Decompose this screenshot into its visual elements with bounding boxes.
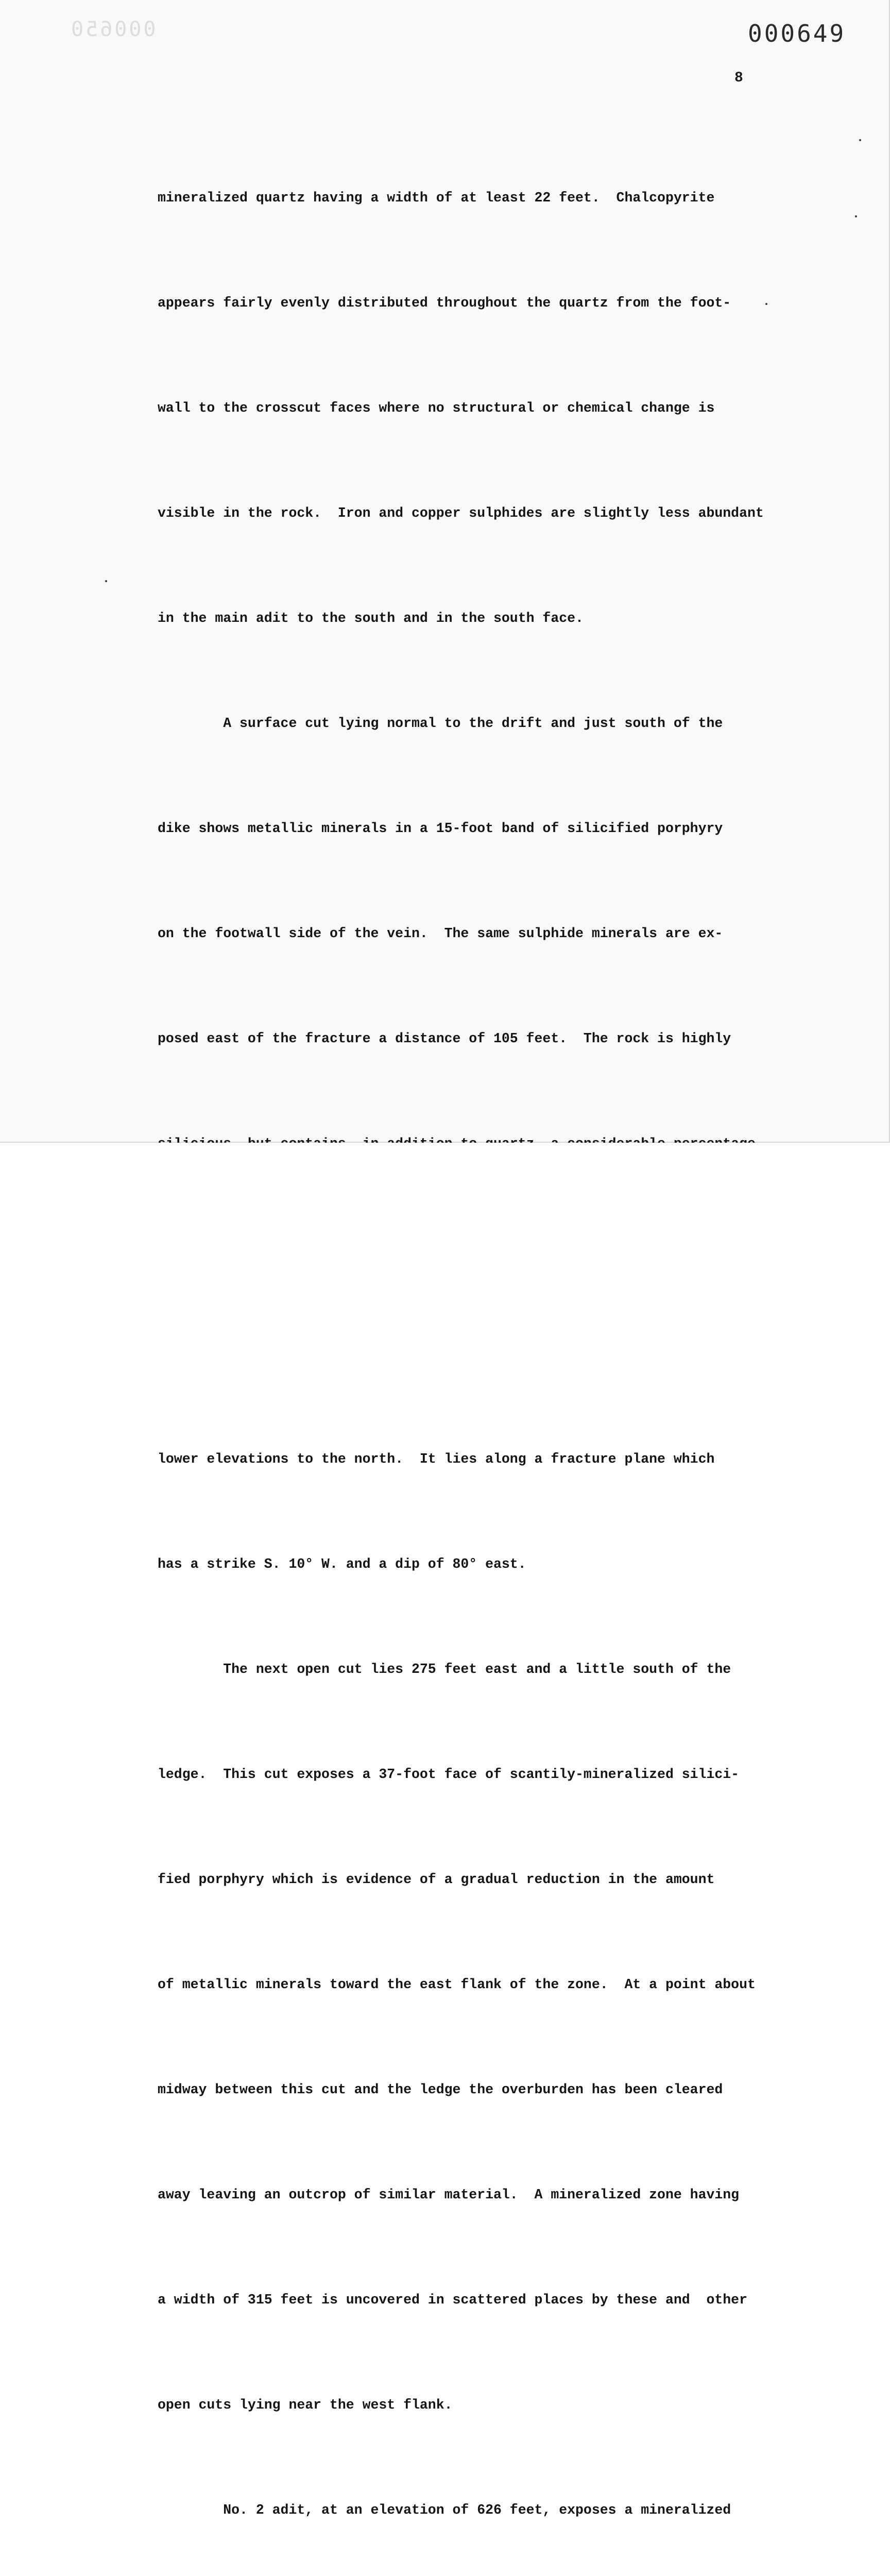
scan-speck xyxy=(859,139,861,141)
text-line: The next open cut lies 275 feet east and a little south of the xyxy=(158,1662,731,1677)
text-line: of metallic minerals toward the east flank of the zone. At a point about xyxy=(158,1977,756,1992)
page-number: 8 xyxy=(734,70,743,86)
text-line: wall to the crosscut faces where no structural or chemical change is xyxy=(158,400,715,416)
text-line: appears fairly evenly distributed throughout the quartz from the foot- xyxy=(158,295,731,311)
text-line: away leaving an outcrop of similar material. A mineralized zone having xyxy=(158,2187,740,2202)
text-line: posed east of the fracture a distance of 105 feet. The rock is highly xyxy=(158,1031,731,1046)
text-line: midway between this cut and the ledge the overburden has been cleared xyxy=(158,2082,723,2097)
text-line: in the main adit to the south and in the south face. xyxy=(158,611,584,626)
bleed-through-stamp: 000650 xyxy=(69,18,156,41)
text-line: dike shows metallic minerals in a 15-foot band of silicified porphyry xyxy=(158,821,723,836)
scan-speck xyxy=(855,215,857,217)
text-line: ledge. This cut exposes a 37-foot face of scantily-mineralized silici- xyxy=(158,1767,740,1782)
scan-speck xyxy=(105,580,107,582)
text-line: has a strike S. 10° W. and a dip of 80° east. xyxy=(158,1556,526,1572)
text-line: A surface cut lying normal to the drift and just south of the xyxy=(158,716,723,731)
text-line: visible in the rock. Iron and copper sulphides are slightly less abundant xyxy=(158,505,764,521)
text-line: fied porphyry which is evidence of a gradual reduction in the amount xyxy=(158,1872,715,1887)
document-number: 000649 xyxy=(748,20,846,47)
blank-margin xyxy=(0,1143,890,1443)
text-line: lower elevations to the north. It lies along a fracture plane which xyxy=(158,1451,715,1467)
text-line: No. 2 adit, at an elevation of 626 feet, exposes a mineralized xyxy=(158,2502,731,2518)
text-line: mineralized quartz having a width of at least 22 feet. Chalcopyrite xyxy=(158,190,715,206)
text-line: on the footwall side of the vein. The same sulphide minerals are ex- xyxy=(158,926,723,941)
scan-speck xyxy=(765,303,767,305)
text-line: open cuts lying near the west flank. xyxy=(158,2397,453,2413)
text-line: a width of 315 feet is uncovered in scattered places by these and other xyxy=(158,2292,747,2308)
